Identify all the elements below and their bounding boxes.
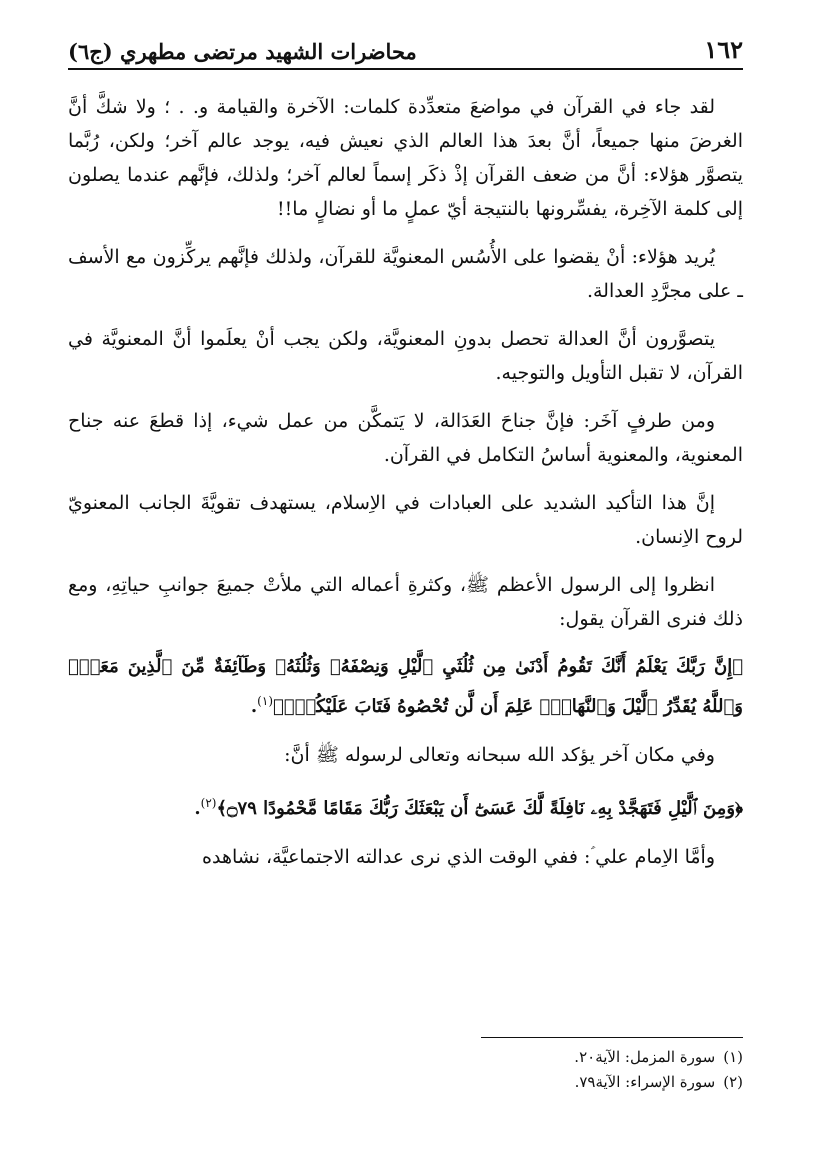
paragraph-2: يُريد هؤلاء: أنْ يقضوا على الأُسُس المعنويَّة للقرآن، ولذلك فإنَّهم يركِّزون مع الأسف ـ على مجرَّدِ العدالة. [68, 246, 743, 302]
paragraph-1: لقد جاء في القرآن في مواضعَ متعدِّدة كلمات: الآخرة والقيامة و. . ؛ ولا شكَّ أنَّ الغرضَ منها جميعاً، أنَّ بعدَ هذا العالم الذي نعيش فيه، يوجد عالم آخر؛ ولكن، رُبَّما يتصوَّر هؤلاء: أنَّ من ضعف القرآن إذْ ذكَر إسماً لعالم آخر؛ ولذلك، فإنَّهم عندما يصلون إلى كلمة الآخِرة، يفسِّرونها بالنتيجة أيّ عملٍ ما أو نضالٍ ما!! [68, 96, 743, 220]
quran-verse-2 [68, 786, 743, 826]
verse-1-text: ﴿إِنَّ رَبَّكَ يَعْلَمُ أَنَّكَ تَقُومُ أَدْنَىٰ مِن ثُلُثَيِ ٱلَّيْلِ وَنِصْفَهُۥ وَثُلُثَهُۥ وَطَآئِفَةٌ مِّنَ ٱلَّذِينَ مَعَكَۚ وَٱللَّهُ يُقَدِّرُ ٱلَّيْلَ وَٱلنَّهَارَۚ عَلِمَ أَن لَّن تُحْصُوهُ فَتَابَ عَلَيْكُمْۖ﴾ [68, 656, 743, 717]
verse-2-end: . [194, 798, 201, 819]
paragraph-6: انظروا إلى الرسول الأعظم ﷺ، وكثرةِ أعماله التي ملأتْ جميعَ جوانبِ حياتِهِ، ومع ذلك فنرى القرآن يقول: [68, 574, 743, 630]
footnote-2 [68, 1070, 743, 1095]
paragraph-7: وفي مكان آخر يؤكد الله سبحانه وتعالى لرسوله ﷺ أنَّ: [284, 744, 715, 766]
page-header [68, 30, 743, 70]
quran-verse-1 [68, 650, 743, 724]
footnotes [68, 1045, 743, 1095]
running-title: محاضرات الشهيد مرتضى مطهري (ج٦) [68, 39, 417, 64]
verse-1-end: . [250, 696, 258, 717]
footnote-text: سورة الإسراء: الآية٧٩. [574, 1073, 716, 1091]
footnote-ref-1: (١) [257, 694, 273, 708]
footnote-number: (١) [723, 1048, 743, 1066]
paragraph-4: ومن طرفٍ آخَر: فإنَّ جناحَ العَدَالة، لا يَتمكَّن من عمل شيء، إذا قطعَ عنه جناح المعنوية، والمعنوية أساسُ التكامل في القرآن. [68, 410, 743, 466]
verse-2-text: ﴿وَمِنَ ٱلَّيْلِ فَتَهَجَّدْ بِهِۦ نَافِلَةً لَّكَ عَسَىٰٓ أَن يَبْعَثَكَ رَبُّكَ مَقَامًا مَّحْمُودًا ۝٧٩﴾ [216, 798, 743, 819]
footnote-divider [481, 1037, 743, 1038]
page-number: ١٦٢ [704, 35, 743, 64]
page-body [68, 90, 743, 888]
footnote-1 [68, 1045, 743, 1070]
paragraph-3: يتصوَّرون أنَّ العدالة تحصل بدونِ المعنويَّة، ولكن يجب أنْ يعلَموا أنَّ المعنويَّة في القرآن، لا تقبل التأويل والتوجيه. [68, 328, 743, 384]
footnote-number: (٢) [723, 1073, 743, 1091]
footnote-ref-2: (٢) [200, 796, 217, 810]
paragraph-5: إنَّ هذا التأكيد الشديد على العبادات في الاِسلام، يستهدف تقويَّةَ الجانب المعنويّ لروح الاِنسان. [68, 492, 743, 548]
footnote-text: سورة المزمل: الآية٢٠. [574, 1048, 716, 1066]
paragraph-8: وأمَّا الاِمام علي ؑ: ففي الوقت الذي نرى عدالته الاجتماعيَّة، نشاهده [202, 846, 715, 868]
